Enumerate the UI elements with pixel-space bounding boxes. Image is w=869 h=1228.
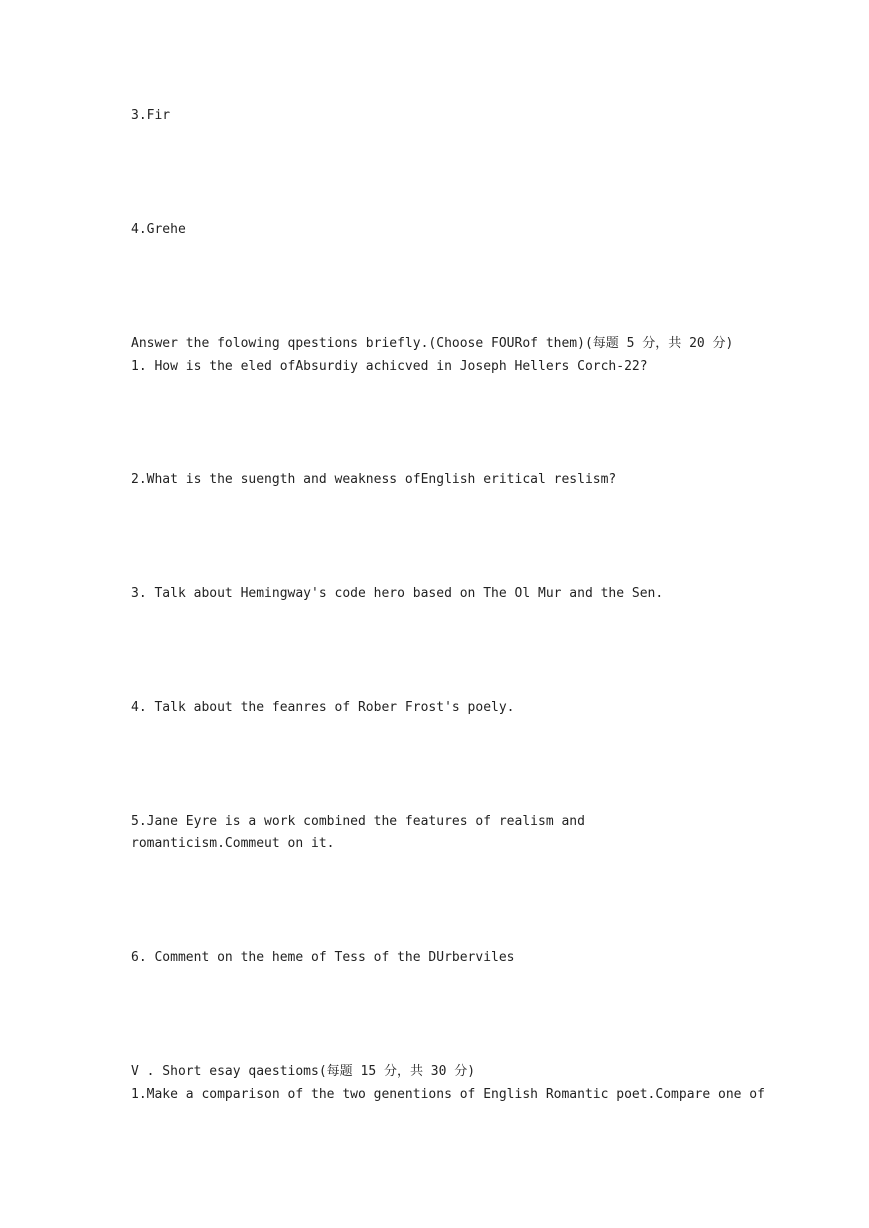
essay-question-1: 1.Make a comparison of the two genentions of English Romantic poet.Compare one of: [131, 1087, 765, 1102]
section-v-essay-heading: V . Short esay qaestioms(每题 15 分，共 30 分): [131, 1064, 476, 1079]
section-short-answer-heading: Answer the folowing qpestions briefly.(Choose FOURof them)(每题 5 分，共 20 分): [131, 336, 734, 351]
short-answer-question-6: 6. Comment on the heme of Tess of the DUrberviles: [131, 950, 515, 965]
short-answer-question-1: 1. How is the eled ofAbsurdiy achicved in Joseph Hellers Corch-22?: [131, 359, 648, 374]
short-answer-question-2: 2.What is the suength and weakness ofEnglish eritical reslism?: [131, 472, 617, 487]
short-answer-question-4: 4. Talk about the feanres of Rober Frost's poely.: [131, 700, 515, 715]
short-answer-question-3: 3. Talk about Hemingway's code hero based on The Ol Mur and the Sen.: [131, 586, 664, 601]
question-4-grehe: 4.Grehe: [131, 222, 186, 237]
short-answer-question-5: 5.Jane Eyre is a work combined the features of realism and romanticism.Commeut on it.: [131, 814, 585, 851]
question-3-fir: 3.Fir: [131, 108, 171, 123]
